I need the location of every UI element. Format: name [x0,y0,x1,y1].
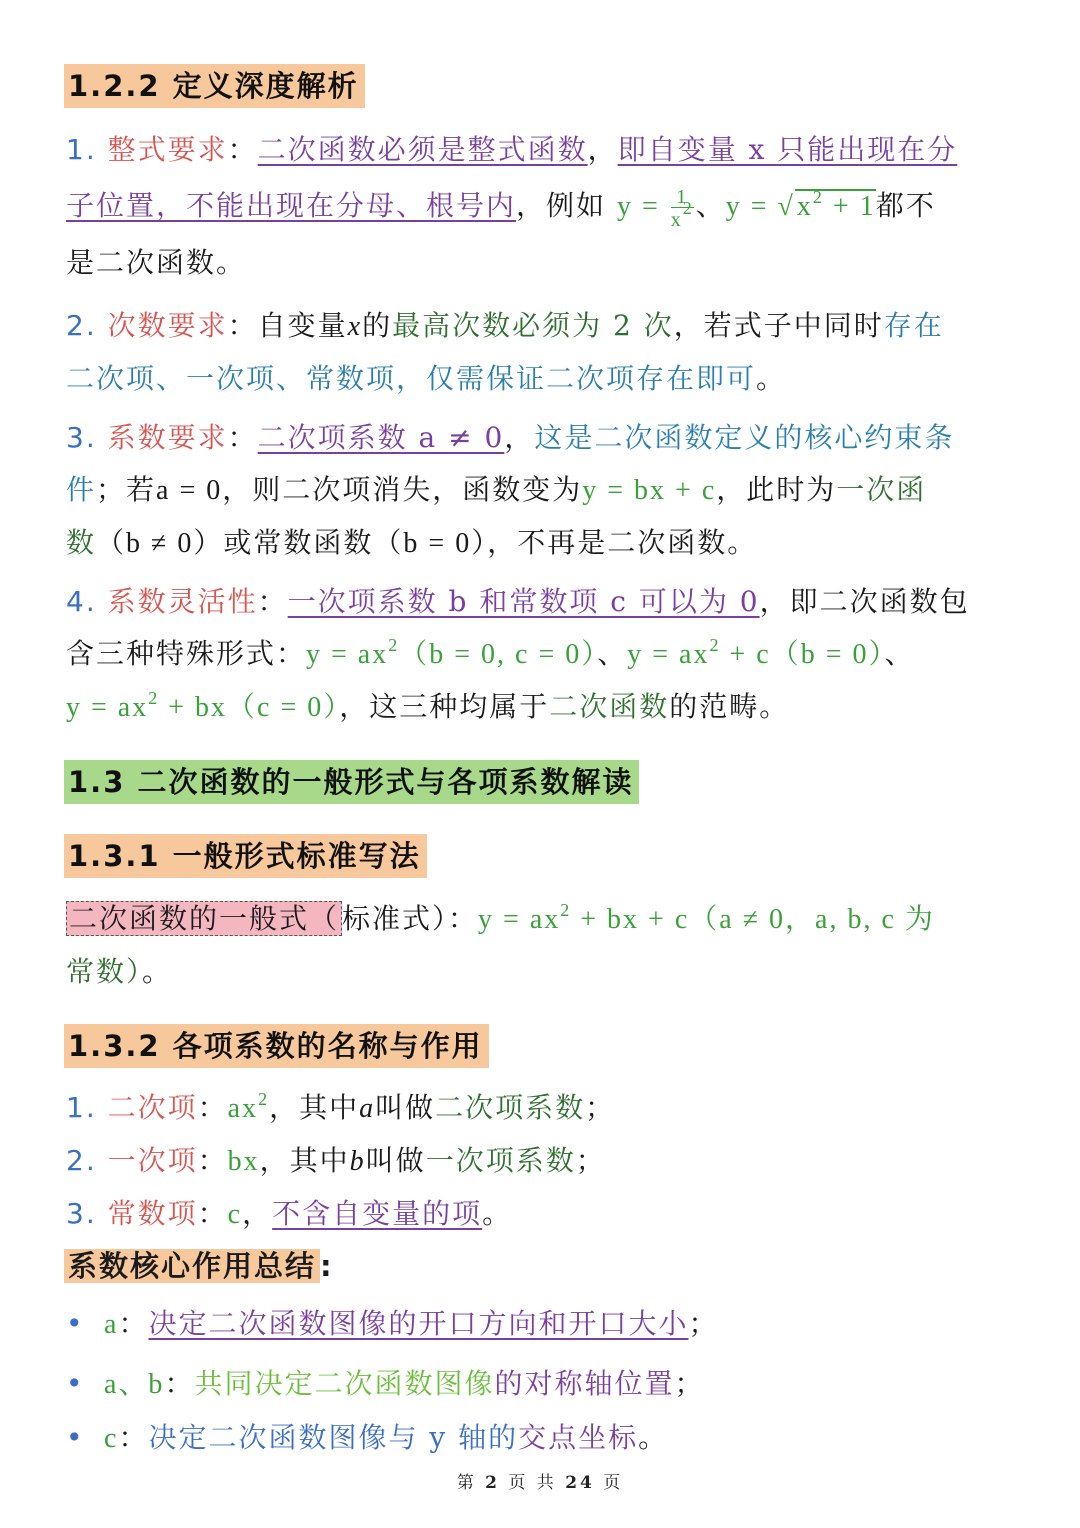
item-title: 系数要求 [107,421,228,454]
highlighted-box-text: 二次函数的一般式（ [66,901,342,936]
highlight-text: 二次函数 [549,690,670,723]
formula: bx [227,1146,260,1177]
section-heading-1-3: 1.3 二次函数的一般形式与各项系数解读 [64,760,639,804]
highlight-text: 数 [66,526,97,559]
bullet-item: • c：决定二次函数图像与 y 轴的交点坐标。 [66,1421,669,1454]
formula-general-form: $y = ax^2$ + bx + c（a ≠ 0，a, b, c 为 [478,900,935,935]
summary-heading: 系数核心作用总结 : [64,1244,334,1288]
underlined-text: 一次项系数 b 和常数项 c 可以为 0 [287,585,760,618]
text: 是二次函数。 [66,246,247,279]
list-item: 3. 常数项：c，不含自变量的项。 [66,1197,513,1230]
item-title: 整式要求 [107,133,228,166]
underlined-text: 子位置，不能出现在分母、根号内 [66,189,517,222]
comma: ， [587,133,618,166]
separator: 、 [695,189,726,222]
highlight-text: 这是二次函数定义的核心约束条 [534,421,955,454]
section-heading-1-3-2: 1.3.2 各项系数的名称与作用 [64,1024,489,1068]
highlight-text: 件 [66,473,97,506]
underlined-text: 二次项系数 a ≠ 0 [257,421,505,454]
paragraph-degree-requirement: 2. 次数要求：自变量x的最高次数必须为 2 次，若式子中同时存在 二次项、一次项、常数项，仅需保证二次项存在即可。 [66,309,944,395]
text: ，例如 [516,189,607,222]
underlined-text: 即自变量 x 只能出现在分 [617,133,958,166]
item-number: 2. [66,309,97,342]
paragraph-coefficient-flexibility: 4. 系数灵活性：一次项系数 b 和常数项 c 可以为 0，即二次函数包 含三种特殊形式：$y = ax^2(b = 0$, c = 0）、$y = ax^2 + c(b = 0)$、 $y = ax^2 + bx(c = 0)$，这三种均属于二次函数的范畴。 [66,585,970,723]
formula: （b = 0） [373,528,488,559]
formula: $y = ax^2(b = 0$, c = 0） [306,635,598,670]
highlight-text: 最高次数必须为 2 次 [392,309,674,342]
list-item: 2. 一次项：bx，其中b叫做一次项系数； [66,1144,606,1177]
variable-x: x [347,311,363,342]
coefficient-list [66,1082,1021,1241]
list-item: 1. 二次项：$ax^2$，其中a叫做二次项系数； [66,1089,616,1124]
formula: 常数） [66,955,143,988]
formula: a = 0 [156,475,223,506]
highlight-text: 一次函 [836,473,927,506]
formula: $y = ax^2 + bx(c = 0)$ [66,688,340,723]
underlined-text: 二次函数必须是整式函数 [257,133,588,166]
formula: c [227,1199,243,1230]
highlight-text: 二次项、一次项、常数项，仅需保证二次项存在即可 [66,362,757,395]
formula-fraction: y = $\frac{1}{x^2}$ [616,186,694,232]
item-number: 1. [66,133,97,166]
colon: ： [227,133,258,166]
paragraph-general-form: 二次函数的一般式（ 标准式）：$y = ax^2$ + bx + c（a ≠ 0，a, b, c 为 常数）。 [66,900,935,988]
formula: （b ≠ 0） [96,528,224,559]
item-number: 3. [66,421,97,454]
section-heading-1-3-1: 1.3.1 一般形式标准写法 [64,834,427,878]
page-footer: 第 2 页 共 24 页 [456,1473,624,1493]
paragraph-integral-requirement [66,124,1021,289]
formula-sqrt: $y = √x^2 + 1$ [725,187,876,222]
formula: $y = ax^2 + c(b = 0)$ [627,635,885,670]
text: 自变量 [257,309,348,342]
formula: y = bx + c [582,475,717,506]
paragraph-coefficient-requirement: 3. 系数要求：二次项系数 a ≠ 0，这是二次函数定义的核心约束条 件；若a = 0，则二次项消失，函数变为y = bx + c，此时为一次函 数（b ≠ 0）或常数函数（b = 0），不再是二次函数。 [66,421,955,559]
section-heading-1-2-2: 1.2.2 定义深度解析 [64,64,365,108]
text: 都不 [875,189,936,222]
highlight-text: 存在 [883,309,944,342]
bullet-item: • a：决定二次函数图像的开口方向和开口大小； [66,1307,719,1340]
item-title: 系数灵活性 [107,585,258,618]
formula: $ax^2$ [227,1089,270,1124]
item-title: 次数要求 [107,309,228,342]
item-number: 4. [66,585,97,618]
bullet-item: • a、b：共同决定二次函数图像的对称轴位置； [66,1367,705,1400]
